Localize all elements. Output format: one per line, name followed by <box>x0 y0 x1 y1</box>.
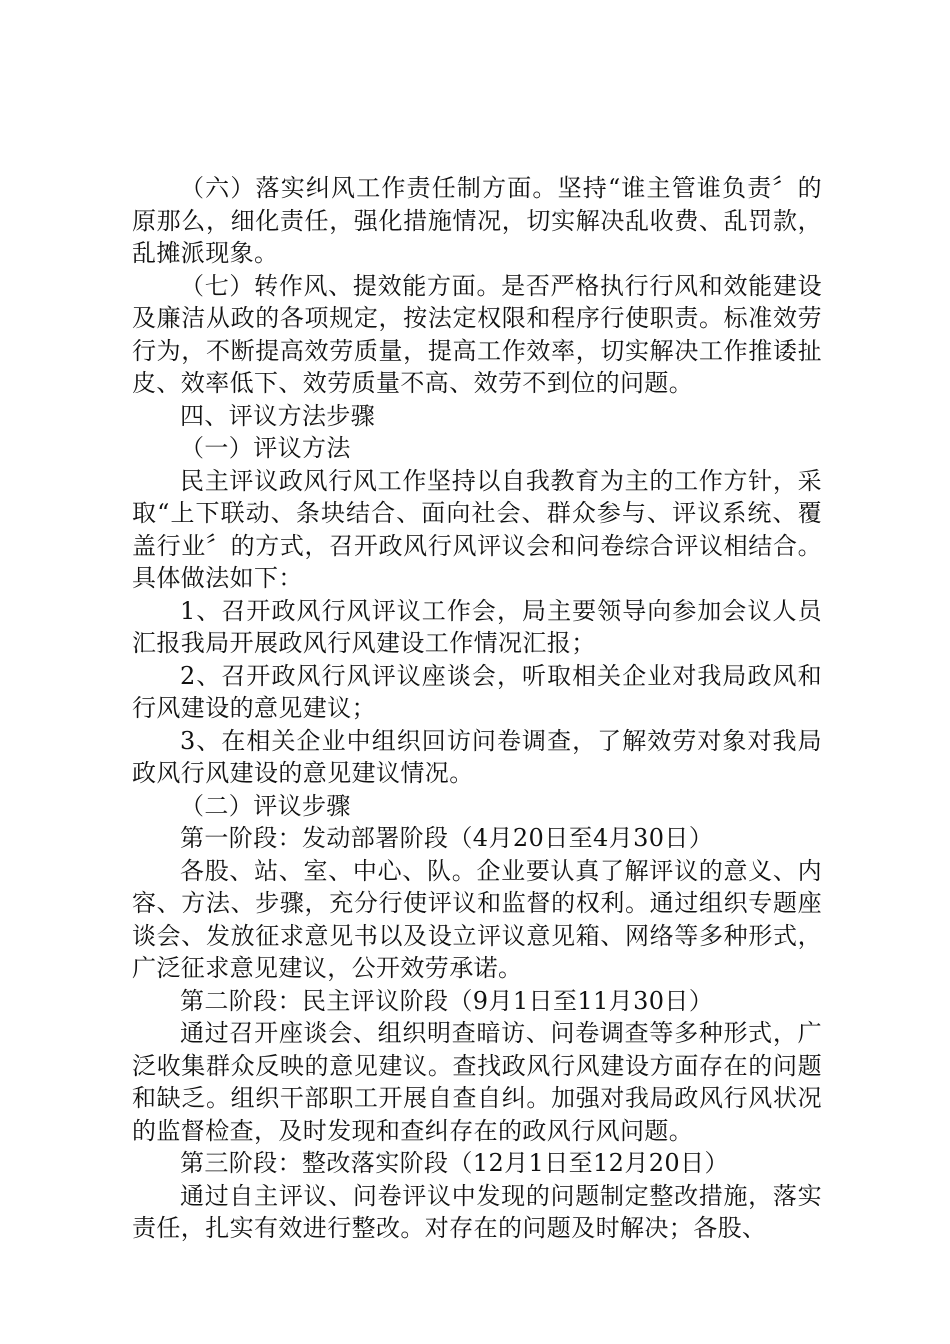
document-body <box>132 172 822 1245</box>
subheading-evaluation-steps: （二）评议步骤 <box>180 791 351 820</box>
stage-2-body: 通过召开座谈会、组织明查暗访、问卷调查等多种形式，广泛收集群众反映的意见建议。查找政风行风建设方面存在的问题和缺乏。组织干部职工开展自查自纠。加强对我局政风行风状况的监督检查，及时发现和查纠存在的政风行风问题。 <box>132 1019 822 1145</box>
paragraph-evaluation-method: 民主评议政风行风工作坚持以自我教育为主的工作方针，采取“上下联动、条块结合、面向社会、群众参与、评议系统、覆盖行业〞的方式，召开政风行风评议会和问卷综合评议相结合。具体做法如下： <box>132 466 822 592</box>
heading-evaluation-method-steps: 四、评议方法步骤 <box>180 401 376 430</box>
stage-3-body: 通过自主评议、问卷评议中发现的问题制定整改措施，落实责任，扎实有效进行整改。对存在的问题及时解决；各股、 <box>132 1181 822 1242</box>
list-item-1: 1、召开政风行风评议工作会，局主要领导向参加会议人员汇报我局开展政风行风建设工作情况汇报； <box>132 596 822 657</box>
stage-2-title: 第二阶段：民主评议阶段（9月1日至11月30日） <box>180 986 714 1015</box>
subheading-evaluation-method: （一）评议方法 <box>180 434 351 462</box>
stage-1-body: 各股、站、室、中心、队。企业要认真了解评议的意义、内容、方法、步骤，充分行使评议和监督的权利。通过组织专题座谈会、发放征求意见书以及设立评议意见箱、网络等多种形式，广泛征求意见建议，公开效劳承诺。 <box>132 856 822 982</box>
stage-3-title: 第三阶段：整改落实阶段（12月1日至12月20日） <box>180 1149 729 1177</box>
stage-1-title: 第一阶段：发动部署阶段（4月20日至4月30日） <box>180 824 714 852</box>
list-item-3: 3、在相关企业中组织回访问卷调查，了解效劳对象对我局政风行风建设的意见建议情况。 <box>132 726 822 787</box>
paragraph-section-6: （六）落实纠风工作责任制方面。坚持“谁主管谁负责〞的原那么，细化责任，强化措施情况，切实解决乱收费、乱罚款，乱摊派现象。 <box>132 174 822 267</box>
paragraph-section-7: （七）转作风、提效能方面。是否严格执行行风和效能建设及廉洁从政的各项规定，按法定权限和程序行使职责。标准效劳行为，不断提高效劳质量，提高工作效率，切实解决工作推诿扯皮、效率低下、效劳质量不高、效劳不到位的问题。 <box>132 271 822 397</box>
list-item-2: 2、召开政风行风评议座谈会，听取相关企业对我局政风和行风建设的意见建议； <box>132 661 822 722</box>
